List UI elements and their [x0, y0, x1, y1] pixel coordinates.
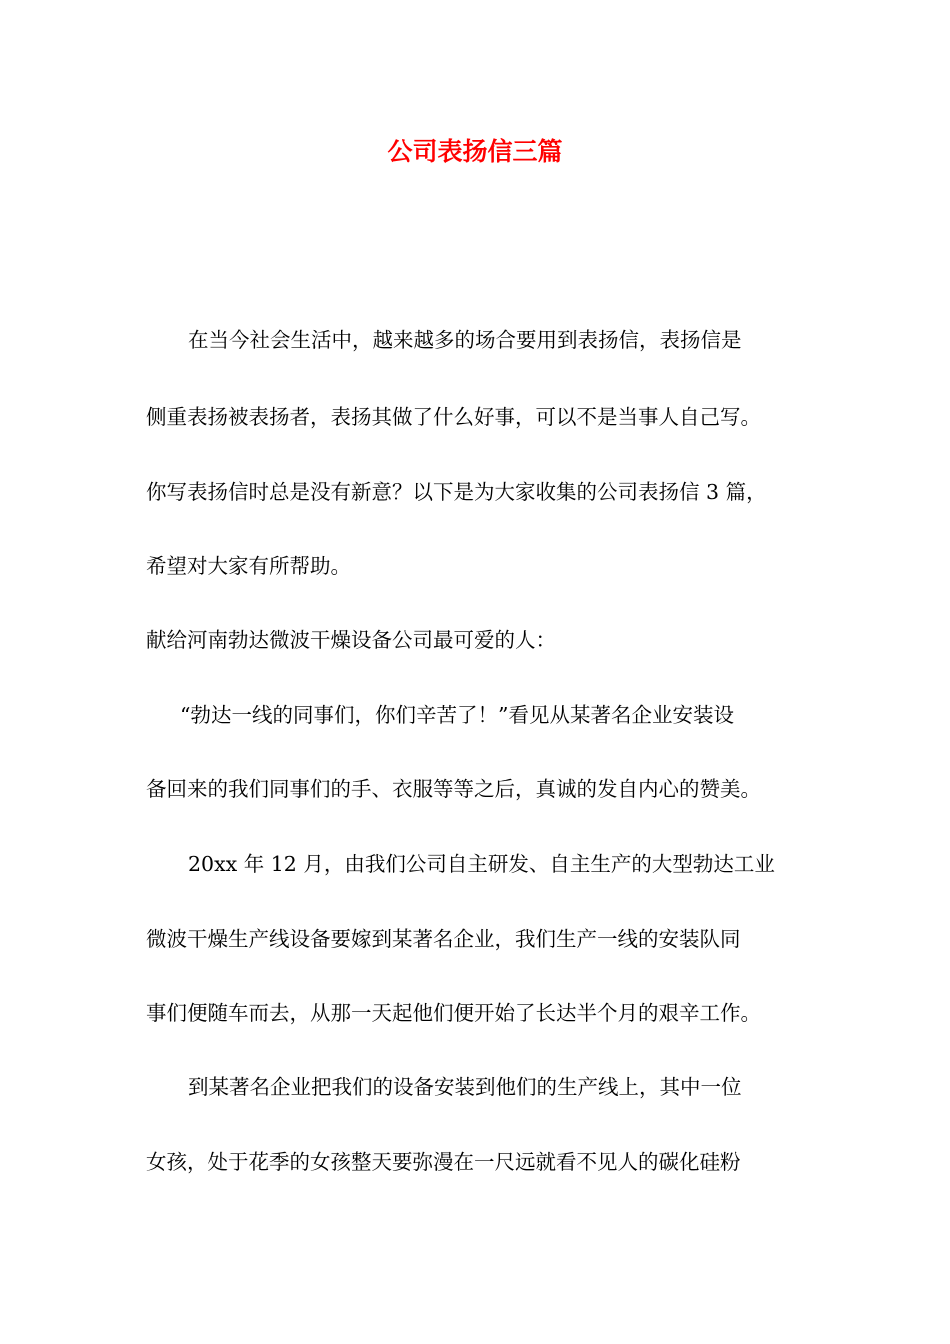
paragraph-line: 你写表扬信时总是没有新意？以下是为大家收集的公司表扬信 3 篇，	[146, 480, 767, 504]
document-title: 公司表扬信三篇	[387, 137, 563, 166]
paragraph-line: 备回来的我们同事们的手、衣服等等之后，真诚的发自内心的赞美。	[146, 777, 761, 801]
paragraph-line: 侧重表扬被表扬者，表扬其做了什么好事，可以不是当事人自己写。	[146, 405, 761, 429]
paragraph-line: 20xx 年 12 月，由我们公司自主研发、自主生产的大型勃达工业	[188, 852, 775, 876]
paragraph-line: 在当今社会生活中，越来越多的场合要用到表扬信，表扬信是	[188, 328, 742, 352]
paragraph-line: 希望对大家有所帮助。	[146, 554, 351, 578]
paragraph-line: 到某著名企业把我们的设备安装到他们的生产线上，其中一位	[188, 1075, 742, 1099]
paragraph-line: 微波干燥生产线设备要嫁到某著名企业，我们生产一线的安装队同	[146, 927, 741, 951]
paragraph-line: 女孩，处于花季的女孩整天要弥漫在一尺远就看不见人的碳化硅粉	[146, 1150, 741, 1174]
paragraph-line: 献给河南勃达微波干燥设备公司最可爱的人：	[146, 628, 556, 652]
paragraph-line: “勃达一线的同事们，你们辛苦了！”看见从某著名企业安装设	[180, 703, 734, 727]
paragraph-line: 事们便随车而去，从那一天起他们便开始了长达半个月的艰辛工作。	[146, 1001, 761, 1025]
